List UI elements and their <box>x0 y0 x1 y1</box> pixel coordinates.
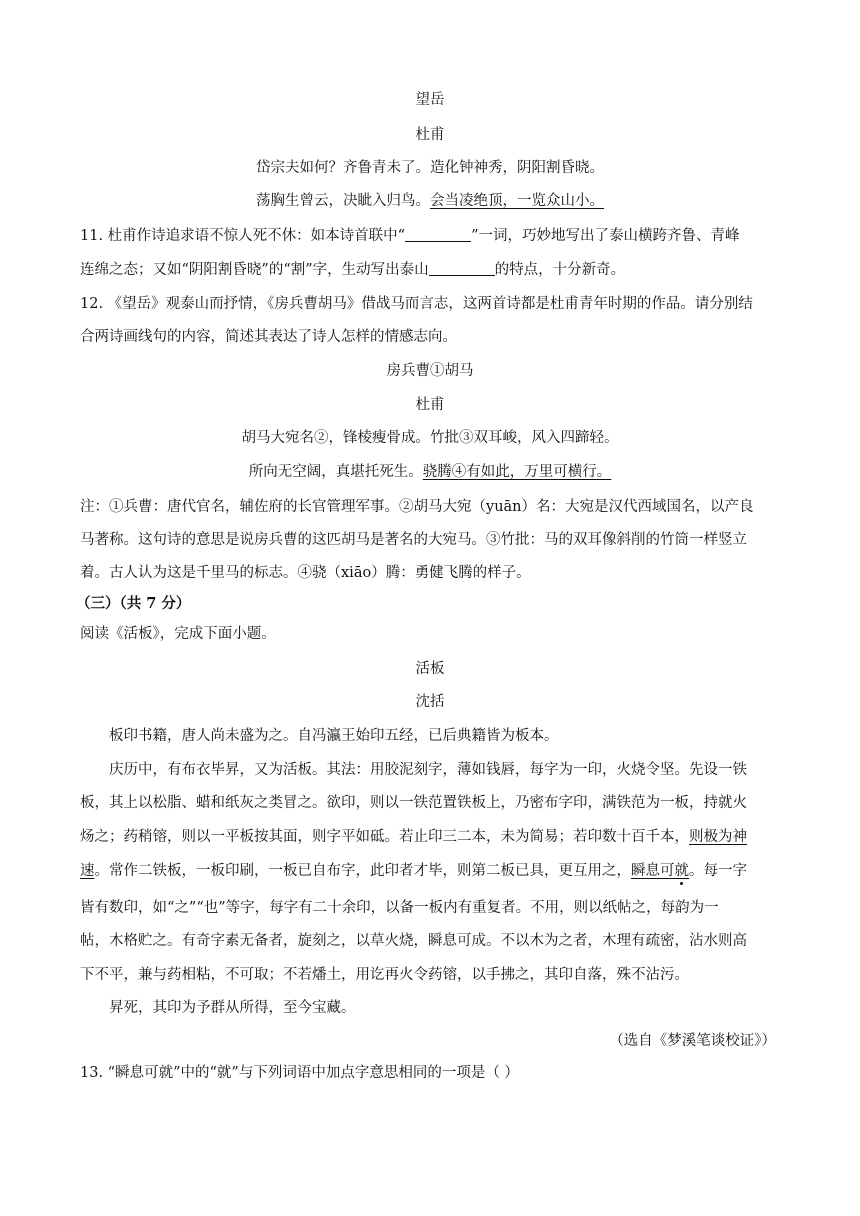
notes-line2: 马著称。这句诗的意思是说房兵曹的这匹胡马是著名的大宛马。③竹批：马的双耳像斜削的竹筒一样竖立 <box>80 532 747 548</box>
article-p2-line4-plain: 。常作二铁板，一板印刷，一板已自布字，此印者才毕，则第二板已具，更互用之， <box>94 863 631 879</box>
article-p2-line7: 下不平，兼与药相粘，不可取；不若燔土，用讫再火令药镕，以手拂之，其印自落，殊不沾污。 <box>80 967 689 983</box>
article-paragraph3: 昇死，其印为予群从所得，至今宝藏。 <box>109 1000 356 1016</box>
section3-heading: （三）（共 7 分） <box>76 595 191 612</box>
section3-intro: 阅读《活板》，完成下面小题。 <box>80 626 276 642</box>
poem1-line2-plain: 荡胸生曾云，决眦入归鸟。 <box>256 193 430 209</box>
article-title: 活板 <box>415 661 445 677</box>
poem2-line1: 胡马大宛名②，锋棱瘦骨成。竹批③双耳峻，风入四蹄轻。 <box>241 430 619 446</box>
poem1-line2-underlined: 会当凌绝顶，一览众山小。 <box>430 193 604 209</box>
notes-line1: 注：①兵曹：唐代官名，辅佐府的长官管理军事。②胡马大宛（yuān）名：大宛是汉代西域国名，以产良 <box>80 499 754 515</box>
poem1-author: 杜甫 <box>415 127 445 143</box>
article-p2-line4-underlined-a: 速 <box>80 863 95 879</box>
article-p2-line3-plain: 炀之；药稍镕，则以一平板按其面，则字平如砥。若止印三二本，未为简易；若印数十百千本， <box>80 829 689 845</box>
q11-line1 <box>80 224 780 245</box>
poem2-title: 房兵曹①胡马 <box>386 363 474 379</box>
q11-text-c: 连绵之态；又如“阴阳割昏晓”的“割”字，生动写出泰山 <box>80 262 429 278</box>
article-p2-line1: 庆历中，有布衣毕昇，又为活板。其法：用胶泥刻字，薄如钱唇，每字为一印，火烧令坚。先设一铁 <box>109 762 747 778</box>
article-p2-line6: 帖，木格贮之。有奇字素无备者，旋刻之，以草火烧，瞬息可成。不以木为之者，木理有疏密，沾水则高 <box>80 933 747 949</box>
poem2-line2-plain: 所向无空阔，真堪托死生。 <box>248 464 423 480</box>
q11-text-a: 11. 杜甫作诗追求语不惊人死不休：如本诗首联中“ <box>80 228 406 244</box>
q11-blank-2[interactable] <box>429 261 495 276</box>
poem2-author: 杜甫 <box>415 397 445 413</box>
q12-line1: 12. 《望岳》观泰山而抒情，《房兵曹胡马》借战马而言志，这两首诗都是杜甫青年时期的作品。请分别结 <box>80 296 753 312</box>
article-p2-line3 <box>80 825 780 846</box>
article-p2-line4-dotted-char: 就 <box>674 863 689 879</box>
poem1-line1: 岱宗夫如何？齐鲁青未了。造化钟神秀，阴阳割昏晓。 <box>256 160 604 176</box>
poem2-line2 <box>0 460 860 481</box>
article-author: 沈括 <box>415 694 445 710</box>
q11-blank-1[interactable] <box>405 227 471 242</box>
q11-text-d: 的特点，十分新奇。 <box>494 262 626 278</box>
article-p2-line4 <box>80 859 780 880</box>
article-p2-line4-tail: 。每一字 <box>689 863 747 879</box>
poem2-line2-underlined: 骁腾④有如此，万里可横行。 <box>422 464 612 480</box>
q12-line2: 合两诗画线句的内容，简述其表达了诗人怎样的情感志向。 <box>80 329 457 345</box>
article-p2-line5: 皆有数印，如“之”“也”等字，每字有二十余印，以备一板内有重复者。不用，则以纸帖之，每韵为一 <box>80 900 719 916</box>
q11-line2 <box>80 258 780 279</box>
article-p2-line4-underlined-b: 瞬息可 <box>631 863 675 879</box>
poem1-line2 <box>0 189 860 210</box>
notes-line3: 着。古人认为这是千里马的标志。④骁（xiāo）腾：勇健飞腾的样子。 <box>80 565 531 581</box>
article-source: （选自《梦溪笔谈校证》） <box>609 1033 776 1049</box>
article-paragraph1: 板印书籍，唐人尚未盛为之。自冯瀛王始印五经，已后典籍皆为板本。 <box>109 728 559 744</box>
article-p2-line3-underlined: 则极为神 <box>689 829 747 845</box>
q11-text-b: ”一词，巧妙地写出了泰山横跨齐鲁、青峰 <box>471 228 740 244</box>
q13-text: 13. “瞬息可就”中的“就”与下列词语中加点字意思相同的一项是（ ） <box>80 1065 519 1081</box>
article-p2-line2: 板，其上以松脂、蜡和纸灰之类冒之。欲印，则以一铁范置铁板上，乃密布字印，满铁范为一板，持就火 <box>80 795 747 811</box>
poem1-title: 望岳 <box>415 92 445 108</box>
